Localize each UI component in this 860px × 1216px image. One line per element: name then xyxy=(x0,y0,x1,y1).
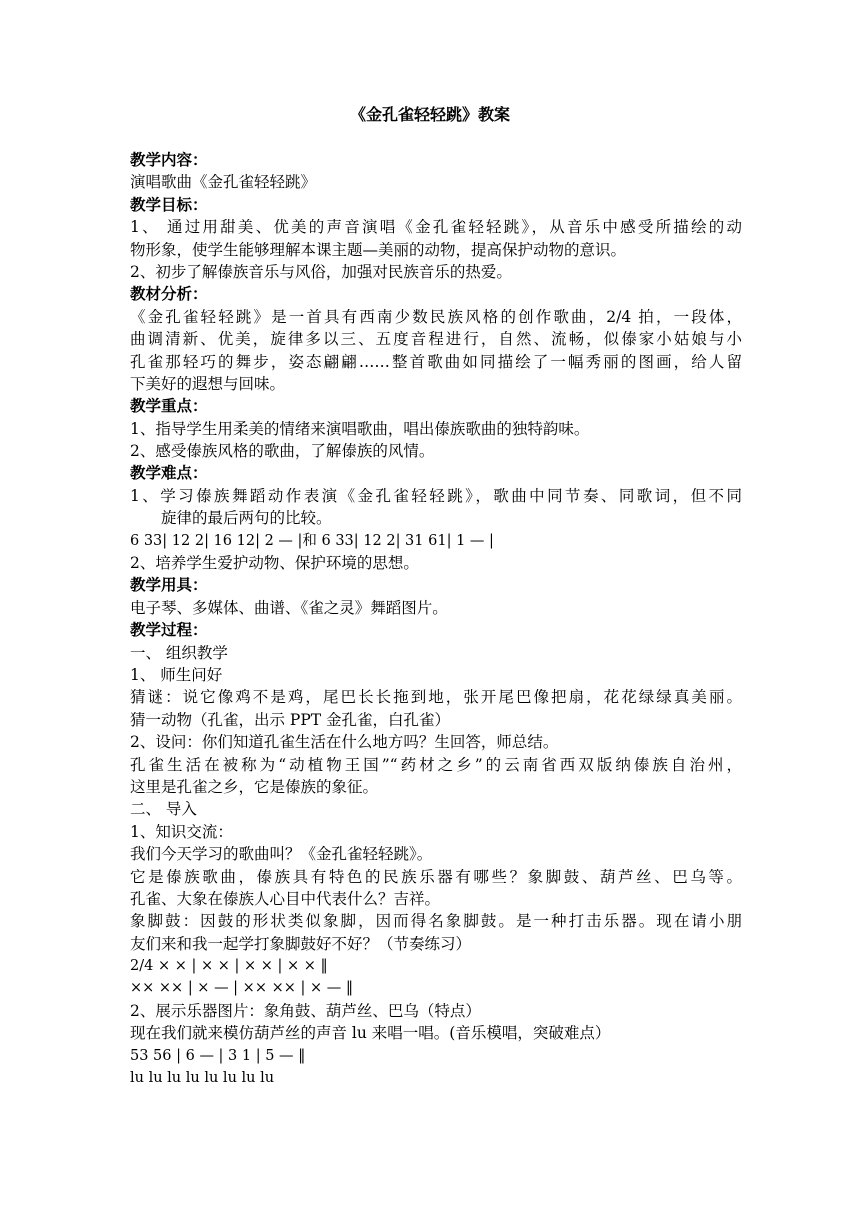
melody-notation: 53 56 | 6 — | 3 1 | 5 — ‖ xyxy=(130,1047,306,1064)
rhythm-line-1: 2/4 × × | × × | × × | × × ‖ xyxy=(130,958,328,975)
section-heading-key-points: 教学重点： xyxy=(130,396,208,416)
process-habitat-line-1: 孔雀生活在被称为“动植物王国”“药材之乡”的云南省西双版纳傣族自治州， xyxy=(130,755,742,774)
melody-lyrics: lu lu lu lu lu lu lu lu xyxy=(130,1070,275,1087)
difficulty-notation: 6 33| 12 2| 16 12| 2 — |和 6 33| 12 2| 31 61| 1 — | xyxy=(130,532,494,549)
process-habitat-line-2: 这里是孔雀之乡，它是傣族的象征。 xyxy=(130,777,379,796)
analysis-line-3: 孔雀那轻巧的舞步，姿态翩翩……整首歌曲如同描绘了一幅秀丽的图画，给人留 xyxy=(130,352,742,371)
process-knowledge-exchange: 1、知识交流： xyxy=(130,822,233,841)
process-riddle: 猜谜：说它像鸡不是鸡，尾巴长长拖到地，张开尾巴像把扇，花花绿绿真美丽。 xyxy=(130,688,742,707)
rhythm-line-2: ×× ×× | × — | ×× ×× | × — ‖ xyxy=(130,980,354,997)
difficulty-1-line-2: 旋律的最后两句的比较。 xyxy=(161,509,332,528)
difficulty-2: 2、培养学生爱护动物、保护环境的思想。 xyxy=(130,554,419,573)
section-heading-goals: 教学目标： xyxy=(130,194,208,214)
process-symbol: 孔雀、大象在傣族人心目中代表什么？吉祥。 xyxy=(130,889,441,908)
difficulty-1-line-1: 1、学习傣族舞蹈动作表演《金孔雀轻轻跳》，歌曲中同节奏、同歌词，但不同 xyxy=(130,486,742,505)
process-imitation: 现在我们就来模仿葫芦丝的声音 lu 来唱一唱。(音乐模唱，突破难点） xyxy=(130,1024,611,1043)
process-song-name: 我们今天学习的歌曲叫？《金孔雀轻轻跳》。 xyxy=(130,845,433,864)
document-title: 《金孔雀轻轻跳》教案 xyxy=(349,105,510,124)
process-step-1: 一、 组织教学 xyxy=(130,643,228,662)
process-greeting: 1、 师生问好 xyxy=(130,665,223,684)
analysis-line-2: 曲调清新、优美，旋律多以三、五度音程进行，自然、流畅，似傣家小姑娘与小 xyxy=(130,330,742,349)
section-heading-tools: 教学用具： xyxy=(130,575,208,595)
section-heading-difficulties: 教学难点： xyxy=(130,463,208,483)
key-point-1: 1、指导学生用柔美的情绪来演唱歌曲，唱出傣族歌曲的独特韵味。 xyxy=(130,419,590,438)
process-drum-line-1: 象脚鼓：因鼓的形状类似象脚，因而得名象脚鼓。是一种打击乐器。现在请小朋 xyxy=(130,912,742,931)
key-point-2: 2、感受傣族风格的歌曲，了解傣族的风情。 xyxy=(130,442,435,461)
section-heading-process: 教学过程： xyxy=(130,620,208,640)
process-drum-line-2: 友们来和我一起学打象脚鼓好不好？（节奏练习） xyxy=(130,934,472,953)
goal-2: 2、初步了解傣族音乐与风俗，加强对民族音乐的热爱。 xyxy=(130,262,512,281)
process-riddle-answer: 猜一动物（孔雀，出示 PPT 金孔雀，白孔雀） xyxy=(130,710,451,729)
document-body xyxy=(130,149,742,1089)
tools-text: 电子琴、多媒体、曲谱、《雀之灵》舞蹈图片。 xyxy=(130,598,448,617)
section-heading-content: 教学内容： xyxy=(130,150,208,169)
process-instrument-pictures: 2、展示乐器图片：象角鼓、葫芦丝、巴乌（特点） xyxy=(130,1001,481,1020)
process-step-2: 二、 导入 xyxy=(130,800,197,819)
content-text: 演唱歌曲《金孔雀轻轻跳》 xyxy=(130,173,317,192)
goal-1-line-1: 1、 通过用甜美、优美的声音演唱《金孔雀轻轻跳》，从音乐中感受所描绘的动 xyxy=(130,218,742,237)
process-instruments: 它是傣族歌曲，傣族具有特色的民族乐器有哪些？象脚鼓、葫芦丝、巴乌等。 xyxy=(130,867,742,886)
process-question: 2、设问：你们知道孔雀生活在什么地方吗？生回答，师总结。 xyxy=(130,733,559,752)
goal-1-line-2: 物形象，使学生能够理解本课主题—美丽的动物，提高保护动物的意识。 xyxy=(130,240,627,259)
analysis-line-1: 《金孔雀轻轻跳》是一首具有西南少数民族风格的创作歌曲，2/4 拍，一段体， xyxy=(130,307,742,326)
analysis-line-4: 下美好的遐想与回味。 xyxy=(130,374,286,393)
section-heading-analysis: 教材分析： xyxy=(130,284,208,304)
